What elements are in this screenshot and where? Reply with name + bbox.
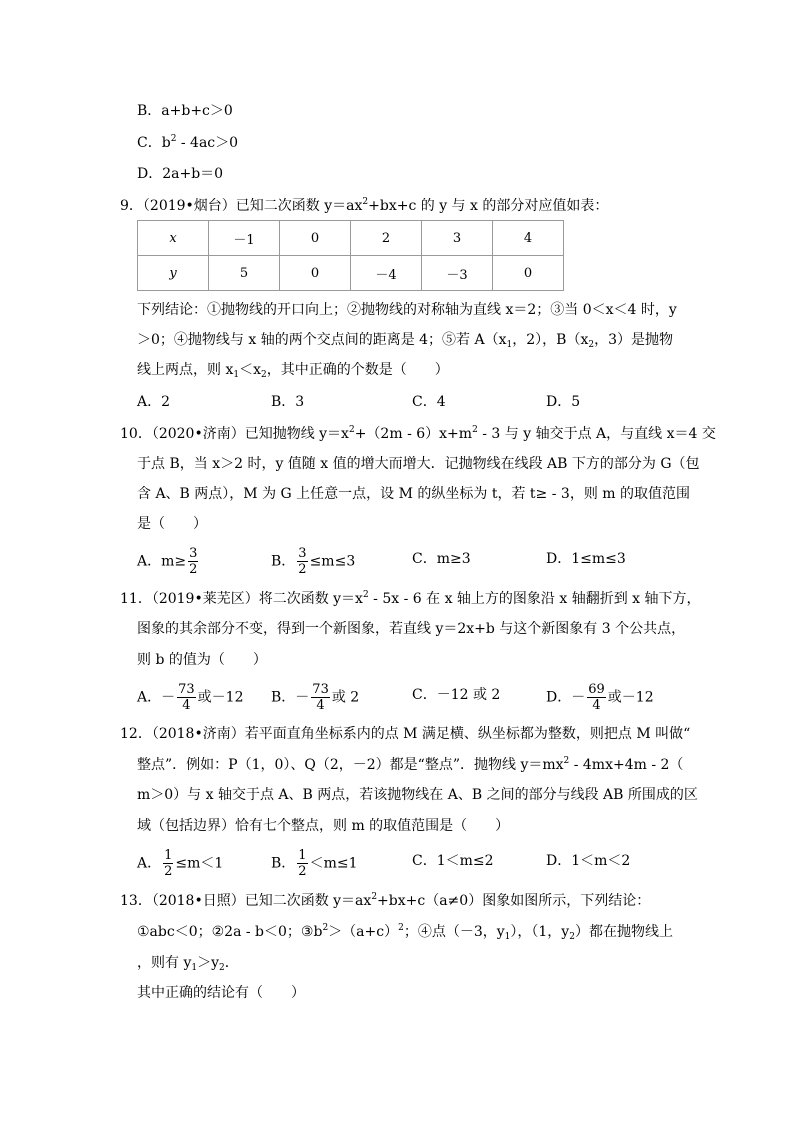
q10-a-den: 2 bbox=[189, 562, 198, 577]
q8-c-text: C．b bbox=[137, 135, 171, 151]
table-cell: y bbox=[138, 256, 209, 291]
q11-d-post: 或－12 bbox=[607, 689, 654, 706]
q10-b-pre: B． bbox=[271, 553, 296, 570]
q10-b-fraction bbox=[297, 546, 307, 577]
q13-l2-a: ①abc＜0；②2a - b＜0；③b bbox=[137, 924, 323, 940]
table-row bbox=[138, 221, 564, 256]
q11-b-pre: B．－ bbox=[271, 689, 310, 706]
q13-l1-b: +bx+c（a≠0）图象如图所示，下列结论： bbox=[377, 893, 651, 909]
q10-l3-text: 含 A、B 两点），M 为 G 上任意一点，设 M 的纵坐标为 t，若 t≥ - 3，则 m 的取值范围 bbox=[137, 486, 690, 502]
q9-option-b-text: B．3 bbox=[271, 394, 305, 410]
q11-line2 bbox=[137, 619, 685, 639]
q11-b-num: 73 bbox=[312, 682, 329, 697]
q9-value-table bbox=[137, 220, 564, 291]
q12-a-pre: A． bbox=[137, 855, 162, 872]
table-cell: －4 bbox=[351, 256, 422, 291]
q13-l4-text: 其中正确的结论有（ ） bbox=[137, 985, 305, 1001]
q9-line3-b: ＜x bbox=[239, 362, 261, 378]
q10-b-den: 2 bbox=[298, 562, 307, 577]
q8-option-d-text: D．2a+b＝0 bbox=[137, 166, 224, 182]
q10-line4 bbox=[137, 514, 207, 534]
q13-l2-e: ）都在抛物线上 bbox=[574, 924, 673, 940]
q12-l2-b: - 4mx+4m - 2（ bbox=[569, 757, 684, 773]
q9-line3-c: ，其中正确的个数是（ ） bbox=[266, 362, 449, 378]
q12-b-num: 1 bbox=[298, 848, 307, 863]
table-cell: x bbox=[138, 221, 209, 256]
q12-a-post: ≤m＜1 bbox=[175, 855, 224, 872]
q11-l1-b: - 5x - 6 在 x 轴上方的图象沿 x 轴翻折到 x 轴下方， bbox=[368, 591, 701, 607]
q10-line1 bbox=[120, 424, 716, 444]
q11-a-post: 或－12 bbox=[197, 689, 244, 706]
q11-d-num: 69 bbox=[588, 682, 605, 697]
q11-line1 bbox=[120, 589, 701, 609]
q9-option-d bbox=[546, 392, 580, 412]
q10-l1-a: 10．（2020•济南）已知抛物线 y＝x bbox=[120, 426, 349, 442]
q10-b-num: 3 bbox=[298, 546, 307, 561]
q11-l1-sup: 2 bbox=[362, 590, 369, 600]
q8-c-text2: - 4ac＞0 bbox=[176, 135, 239, 151]
q9-option-c bbox=[412, 392, 446, 412]
q9-line3-a: 线上两点，则 x bbox=[137, 362, 234, 378]
q10-l1-c: - 3 与 y 轴交于点 A，与直线 x＝4 交 bbox=[477, 426, 716, 442]
q10-option-b bbox=[271, 546, 355, 577]
q10-l1-sup2: 2 bbox=[472, 425, 478, 435]
q11-l3-text: 则 b 的值为（ ） bbox=[137, 652, 267, 668]
q9-stem bbox=[120, 196, 608, 216]
q10-a-num: 3 bbox=[189, 546, 198, 561]
q12-a-num: 1 bbox=[164, 848, 173, 863]
q11-option-c-text: C．－12 或 2 bbox=[412, 687, 501, 703]
q10-a-fraction bbox=[188, 546, 198, 577]
q9-conclusion-line1 bbox=[137, 300, 677, 320]
q9-line1-text: 下列结论：①抛物线的开口向上；②抛物线的对称轴为直线 x＝2；③当 0＜x＜4 时，y bbox=[137, 302, 677, 318]
q12-line2 bbox=[137, 755, 683, 775]
q13-l3-b: ＞y bbox=[197, 955, 220, 971]
q12-option-b bbox=[271, 848, 358, 879]
q11-a-den: 4 bbox=[182, 698, 191, 713]
q11-option-c bbox=[412, 685, 500, 705]
q9-line3-sub2: 2 bbox=[261, 370, 267, 380]
q13-line4 bbox=[137, 983, 305, 1003]
q9-line2-sub2: 2 bbox=[588, 340, 595, 350]
q10-l4-text: 是（ ） bbox=[137, 516, 207, 532]
q13-l3-c: ． bbox=[224, 955, 239, 971]
table-cell: －3 bbox=[422, 256, 493, 291]
q11-b-den: 4 bbox=[316, 698, 325, 713]
q11-l1-a: 11．（2019•莱芜区）将二次函数 y＝x bbox=[120, 591, 363, 607]
q9-line3-sub1: 1 bbox=[233, 370, 240, 380]
q11-d-pre: D．－ bbox=[546, 689, 586, 706]
q13-l2-sup1: 2 bbox=[322, 923, 329, 933]
q10-b-post: ≤m≤3 bbox=[309, 553, 356, 570]
q12-option-d bbox=[546, 851, 630, 871]
q10-option-c bbox=[412, 549, 471, 569]
q9-line2-mid: ，2），B（x bbox=[512, 332, 589, 348]
q9-line2-sub1: 1 bbox=[506, 340, 513, 350]
q10-option-d-text: D．1≤m≤3 bbox=[546, 551, 626, 567]
q9-conclusion-line2 bbox=[137, 330, 673, 350]
q9-option-a bbox=[137, 392, 170, 412]
table-cell: 5 bbox=[209, 256, 280, 291]
q11-a-num: 73 bbox=[178, 682, 195, 697]
q12-b-pre: B． bbox=[271, 855, 296, 872]
q11-line3 bbox=[137, 650, 267, 670]
q12-b-den: 2 bbox=[298, 864, 307, 879]
q11-option-b bbox=[271, 682, 359, 713]
q11-l2-text: 图象的其余部分不变，得到一个新图象，若直线 y＝2x+b 与这个新图象有 3 个公共点， bbox=[137, 621, 686, 637]
q9-option-b bbox=[271, 392, 304, 412]
q10-option-d bbox=[546, 549, 626, 569]
q12-line1 bbox=[120, 724, 690, 744]
table-cell: 2 bbox=[351, 221, 422, 256]
q12-line3 bbox=[137, 785, 698, 805]
q11-a-fraction bbox=[177, 682, 196, 713]
q13-l2-d: ），（1，y bbox=[510, 924, 570, 940]
q10-line3 bbox=[137, 484, 690, 504]
q8-option-b bbox=[137, 101, 233, 121]
q12-a-den: 2 bbox=[164, 864, 173, 879]
q12-l2-a: 整点”．例如：P（1，0）、Q（2，－2）都是“整点”．抛物线 y＝mx bbox=[137, 757, 564, 773]
q10-l2-text: 于点 B，当 x＞2 时，y 值随 x 值的增大而增大．记抛物线在线段 AB 下方的部分为 G（包 bbox=[137, 456, 700, 472]
q10-a-pre: A．m≥ bbox=[137, 553, 187, 570]
q13-line1 bbox=[120, 891, 650, 911]
q12-b-post: ＜m≤1 bbox=[309, 855, 358, 872]
q13-l2-c: ；④点（－3，y bbox=[403, 924, 505, 940]
q12-option-d-text: D．1＜m＜2 bbox=[546, 853, 631, 869]
q11-a-pre: A．－ bbox=[137, 689, 176, 706]
q12-l4-text: 域（包括边界）恰有七个整点，则 m 的取值范围是（ ） bbox=[137, 818, 510, 834]
q13-line3 bbox=[137, 953, 239, 973]
table-cell: 0 bbox=[280, 256, 351, 291]
q11-option-d bbox=[546, 682, 654, 713]
q11-b-post: 或 2 bbox=[331, 689, 360, 706]
q9-stem-a: 9．（2019•烟台）已知二次函数 y＝ax bbox=[120, 198, 363, 214]
q12-line4 bbox=[137, 816, 509, 836]
q9-line2-a: ＞0；④抛物线与 x 轴的两个交点间的距离是 4；⑤若 A（x bbox=[137, 332, 507, 348]
table-cell: 0 bbox=[493, 256, 564, 291]
q13-l1-sup: 2 bbox=[371, 892, 378, 902]
q8-c-sup: 2 bbox=[170, 134, 177, 144]
q12-l1-text: 12．（2018•济南）若平面直角坐标系内的点 M 满足横、纵坐标都为整数，则把点 M 叫做“ bbox=[120, 726, 691, 742]
q12-l3-text: m＞0）与 x 轴交于点 A、B 两点，若该抛物线在 A、B 之间的部分与线段 AB 所围成的区 bbox=[137, 787, 698, 803]
q13-line2 bbox=[137, 922, 673, 942]
q9-stem-b: +bx+c 的 y 与 x 的部分对应值如表： bbox=[368, 198, 609, 214]
q11-b-fraction bbox=[311, 682, 330, 713]
q13-l3-a: ，则有 y bbox=[137, 955, 192, 971]
q11-d-den: 4 bbox=[592, 698, 601, 713]
q10-option-c-text: C．m≥3 bbox=[412, 551, 471, 567]
q13-l3-sub1: 1 bbox=[191, 963, 198, 973]
q12-option-a bbox=[137, 848, 223, 879]
q13-l2-sup2: 2 bbox=[398, 923, 404, 933]
q9-option-a-text: A．2 bbox=[137, 394, 171, 410]
table-cell: 4 bbox=[493, 221, 564, 256]
q12-l2-sup: 2 bbox=[563, 756, 570, 766]
q10-line2 bbox=[137, 454, 700, 474]
q8-option-c bbox=[137, 133, 238, 153]
q13-l2-sub1: 1 bbox=[504, 932, 511, 942]
q12-option-c-text: C．1＜m≤2 bbox=[412, 853, 494, 869]
q12-a-fraction bbox=[163, 848, 173, 879]
q9-option-d-text: D．5 bbox=[546, 394, 581, 410]
q8-option-d bbox=[137, 164, 223, 184]
q9-conclusion-line3 bbox=[137, 360, 449, 380]
q12-option-c bbox=[412, 851, 494, 871]
q13-l1-a: 13．（2018•日照）已知二次函数 y＝ax bbox=[120, 893, 372, 909]
q10-l1-sup1: 2 bbox=[348, 425, 355, 435]
table-cell: 0 bbox=[280, 221, 351, 256]
q10-l1-b: +（2m - 6）x+m bbox=[354, 426, 473, 442]
q9-line2-end: ，3）是抛物 bbox=[594, 332, 673, 348]
q13-l3-sub2: 2 bbox=[219, 963, 225, 973]
q10-option-a bbox=[137, 546, 200, 577]
table-row bbox=[138, 256, 564, 291]
q13-l2-b: ＞（a+c） bbox=[328, 924, 399, 940]
q11-d-fraction bbox=[587, 682, 606, 713]
q9-option-c-text: C．4 bbox=[412, 394, 446, 410]
table-cell: 3 bbox=[422, 221, 493, 256]
table-cell: －1 bbox=[209, 221, 280, 256]
q12-b-fraction bbox=[297, 848, 307, 879]
q9-stem-sup: 2 bbox=[362, 197, 369, 207]
q13-l2-sub2: 2 bbox=[569, 932, 575, 942]
q11-option-a bbox=[137, 682, 244, 713]
q8-option-b-text: B．a+b+c＞0 bbox=[137, 103, 233, 119]
